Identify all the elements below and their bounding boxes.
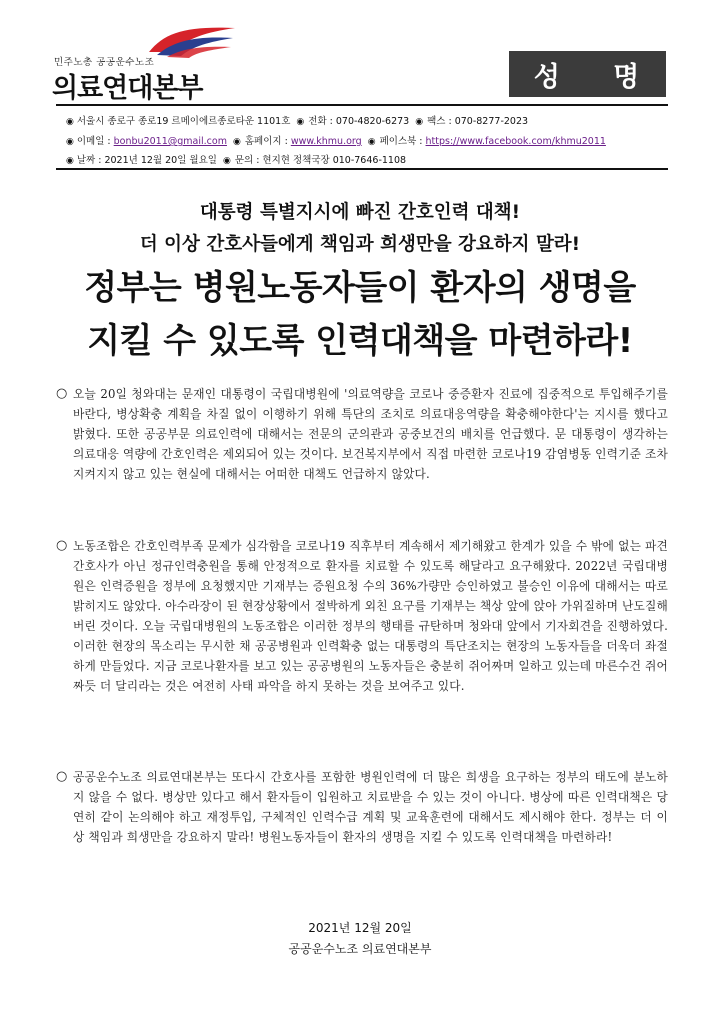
contact-text: 문의 : 현지현 정책국장 010-7646-1108 [234, 155, 407, 166]
body-paragraph [56, 384, 668, 484]
circle-bullet-icon: ○ [56, 538, 68, 553]
main-headline-2: 지킬 수 있도록 인력대책을 마련하라! [87, 321, 633, 361]
fax-text: 팩스 : 070-8277-2023 [427, 116, 529, 127]
homepage-link[interactable]: www.khmu.org [290, 136, 362, 147]
document-type-badge: 성 명 [509, 51, 666, 97]
bullet-icon: ◉ [66, 156, 74, 166]
org-name: 의료연대본부 [52, 73, 203, 104]
homepage-label: 홈페이지 : [244, 136, 288, 147]
paragraph-text: 노동조합은 간호인력부족 문제가 심각함을 코로나19 직후부터 계속해서 제기해왔고 한계가 있을 수 밖에 없는 파견간호사가 아닌 정규인력충원을 통해 안정적으로 환자를 치료할 수 있도록 해달라고 요구해왔다. 2022년 국립대병원은 인력증원을 정부에 요청했지만 기재부는 증원요청 수의 36%가량만 승인하였고 불승인 이유에 대해서는 따로 밝히지도 않았다. 아수라장이 된 현장상황에서 절박하게 외친 요구를 기재부는 책상 앞에 앉아 가위질하며 난도질해버린 것이다. 오늘 국립대병원의 노동조합은 이러한 정부의 행태를 규탄하며 청와대 앞에서 기자회견을 진행하였다. 이러한 현장의 목소리는 무시한 채 공공병원과 인력확충 없는 대통령의 특단조치는 현장의 노동자들을 더욱더 좌절하게 만들었다. 지금 코로나환자를 보고 있는 공공병원의 노동자들은 충분히 쥐어짜며 일하고 있는데 마른수건 쥐어짜듯 더 달리라는 것은 여전히 사태 파악을 하지 못하는 것을 보여주고 있다. [73, 539, 668, 693]
subheadline-2: 더 이상 간호사들에게 책임과 희생만을 강요하지 말라! [139, 234, 581, 255]
circle-bullet-icon: ○ [56, 386, 68, 401]
info-line-address [66, 113, 528, 127]
bullet-icon: ◉ [66, 137, 74, 147]
statement-signer: 공공운수노조 의료연대본부 [288, 942, 432, 956]
email-label: 이메일 : [76, 136, 111, 147]
facebook-label: 페이스북 : [379, 136, 423, 147]
bullet-icon: ◉ [367, 137, 376, 147]
paragraph-text: 오늘 20일 청와대는 문재인 대통령이 국립대병원에 '의료역량을 코로나 중증환자 진료에 집중적으로 투입해주기를 바란다, 병상확충 계획을 차질 없이 이행하기 위해 특단의 조치로 의료대응역량을 확충해야한다'는 지시를 했다고 밝혔다. 또한 공공부문 의료인력에 대해서는 전문의 군의관과 공중보건의 배치를 언급했다. 문 대통령이 생각하는 의료대응 역량에 간호인력은 제외되어 있는 것이다. 보건복지부에서 직접 마련한 코로나19 감염병동 인력기준 조차 지켜지지 않고 있는 현실에 대해서는 어떠한 대책도 언급하지 않았다. [73, 387, 668, 481]
bullet-icon: ◉ [222, 156, 231, 166]
facebook-link[interactable]: https://www.facebook.com/khmu2011 [425, 136, 606, 147]
bullet-icon: ◉ [296, 117, 305, 127]
info-line-online [66, 133, 606, 147]
bullet-icon: ◉ [232, 137, 241, 147]
paragraph-text: 공공운수노조 의료연대본부는 또다시 간호사를 포함한 병원인력에 더 많은 희생을 요구하는 정부의 태도에 분노하지 않을 수 없다. 병상만 있다고 해서 환자들이 입원하고 치료받을 수 있는 것이 아니다. 병상에 따른 인력대책은 당연히 같이 논의해야 하고 재정투입, 구체적인 인력수급 계획 및 교육훈련에 대해서도 제시해야 한다. 정부는 더 이상 책임과 희생만을 강요하지 말라! 병원노동자들이 환자의 생명을 지킬 수 있도록 인력대책을 마련하라! [73, 770, 668, 844]
body-paragraph [56, 536, 668, 696]
phone-text: 전화 : 070-4820-6273 [308, 116, 410, 127]
body-paragraph [56, 767, 668, 847]
flag-wave-icon [147, 22, 237, 58]
subheadline-1: 대통령 특별지시에 빠진 간호인력 대책! [199, 202, 521, 223]
info-line-date [66, 152, 406, 166]
union-logo [52, 22, 282, 102]
email-link[interactable]: bonbu2011@gmail.com [113, 136, 227, 147]
main-headline-1: 정부는 병원노동자들이 환자의 생명을 [84, 268, 636, 308]
header-divider-top [56, 104, 668, 106]
union-name: 민주노총 공공운수노조 [54, 57, 155, 68]
statement-date: 2021년 12월 20일 [308, 921, 412, 935]
bullet-icon: ◉ [66, 117, 74, 127]
bullet-icon: ◉ [415, 117, 424, 127]
address-text: 서울시 종로구 종로19 르메이에르종로타운 1101호 [76, 116, 291, 127]
circle-bullet-icon: ○ [56, 769, 68, 784]
date-text: 날짜 : 2021년 12월 20일 월요일 [76, 155, 217, 166]
header-divider-bottom [56, 168, 668, 170]
